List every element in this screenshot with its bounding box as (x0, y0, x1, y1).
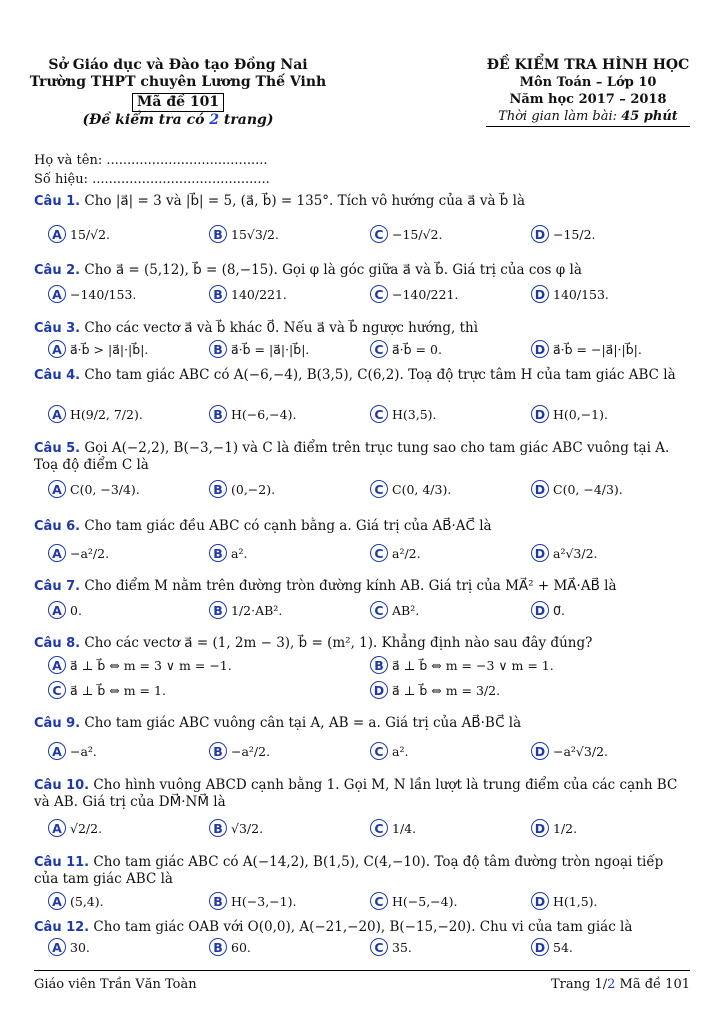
page-number: Trang 1/2 Mã đề 101 (551, 977, 690, 992)
option-letter-badge: B (209, 285, 227, 303)
question-5: Câu 5. Gọi A(−2,2), B(−3,−1) và C là điểm trên trục tung sao cho tam giác ABC vuông tại A. Toạ độ điểm C là (34, 440, 670, 473)
q11-option-b[interactable]: B H(−3,−1). (209, 892, 296, 910)
option-letter-badge: B (209, 742, 227, 760)
q3-option-d[interactable]: D a⃗·b⃗ = −|a⃗|·|b⃗|. (531, 340, 642, 358)
option-letter-badge: A (48, 480, 66, 498)
option-letter-badge: C (48, 681, 66, 699)
option-letter-badge: B (209, 544, 227, 562)
q5-option-c[interactable]: C C(0, 4/3). (370, 480, 451, 498)
option-letter-badge: C (370, 938, 388, 956)
question-3: Câu 3. Cho các vectơ a⃗ và b⃗ khác 0⃗. Nếu a⃗ và b⃗ ngược hướng, thì (34, 320, 479, 336)
q4-option-d[interactable]: D H(0,−1). (531, 405, 608, 423)
q8-option-b[interactable]: B a⃗ ⊥ b⃗ ⇔ m = −3 ∨ m = 1. (370, 656, 554, 674)
q11-option-a[interactable]: A (5,4). (48, 892, 104, 910)
q5-option-d[interactable]: D C(0, −4/3). (531, 480, 623, 498)
option-letter-badge: A (48, 601, 66, 619)
q2-option-a[interactable]: A −140/153. (48, 285, 136, 303)
question-2: Câu 2. Cho a⃗ = (5,12), b⃗ = (8,−15). Gọi φ là góc giữa a⃗ và b⃗. Giá trị của cos φ là (34, 262, 582, 278)
school-year: Năm học 2017 – 2018 (509, 92, 667, 107)
option-letter-badge: B (209, 892, 227, 910)
option-letter-badge: C (370, 225, 388, 243)
q10-option-a[interactable]: A √2/2. (48, 819, 102, 837)
option-letter-badge: A (48, 819, 66, 837)
q7-option-a[interactable]: A 0. (48, 601, 82, 619)
option-letter-badge: C (370, 819, 388, 837)
exam-title: ĐỀ KIỂM TRA HÌNH HỌC (486, 57, 690, 73)
q4-option-c[interactable]: C H(3,5). (370, 405, 437, 423)
option-letter-badge: C (370, 480, 388, 498)
q10-option-c[interactable]: C 1/4. (370, 819, 416, 837)
q5-option-b[interactable]: B (0,−2). (209, 480, 275, 498)
option-letter-badge: B (209, 938, 227, 956)
q2-option-d[interactable]: D 140/153. (531, 285, 609, 303)
q2-option-b[interactable]: B 140/221. (209, 285, 287, 303)
question-8: Câu 8. Cho các vectơ a⃗ = (1, 2m − 3), b⃗ = (m², 1). Khẳng định nào sau đây đúng? (34, 635, 593, 651)
q1-option-a[interactable]: A 15/√2. (48, 225, 110, 243)
q6-option-a[interactable]: A −a²/2. (48, 544, 109, 562)
question-9: Câu 9. Cho tam giác ABC vuông cân tại A, AB = a. Giá trị của AB⃗·BC⃗ là (34, 715, 522, 731)
option-letter-badge: C (370, 285, 388, 303)
option-letter-badge: D (370, 681, 388, 699)
q12-option-c[interactable]: C 35. (370, 938, 412, 956)
option-letter-badge: D (531, 544, 549, 562)
q7-option-d[interactable]: D 0⃗. (531, 601, 565, 619)
option-letter-badge: A (48, 656, 66, 674)
question-10: Câu 10. Cho hình vuông ABCD cạnh bằng 1. Gọi M, N lần lượt là trung điểm của các cạnh BC và AB. Giá trị của DM⃗·NM⃗ là (34, 777, 678, 810)
exam-code: Mã đề 101 (132, 93, 224, 112)
option-letter-badge: D (531, 285, 549, 303)
q7-option-c[interactable]: C AB². (370, 601, 419, 619)
question-7: Câu 7. Cho điểm M nằm trên đường tròn đường kính AB. Giá trị của MA⃗² + MA⃗·AB⃗ là (34, 578, 617, 594)
q1-option-d[interactable]: D −15/2. (531, 225, 596, 243)
question-6: Câu 6. Cho tam giác đều ABC có cạnh bằng a. Giá trị của AB⃗·AC⃗ là (34, 518, 492, 534)
option-letter-badge: C (370, 405, 388, 423)
option-letter-badge: C (370, 601, 388, 619)
option-letter-badge: A (48, 405, 66, 423)
q6-option-c[interactable]: C a²/2. (370, 544, 421, 562)
option-letter-badge: D (531, 742, 549, 760)
option-letter-badge: C (370, 742, 388, 760)
q6-option-d[interactable]: D a²√3/2. (531, 544, 598, 562)
q10-option-d[interactable]: D 1/2. (531, 819, 577, 837)
question-1: Câu 1. Cho |a⃗| = 3 và |b⃗| = 5, (a⃗, b⃗) = 135°. Tích vô hướng của a⃗ và b⃗ là (34, 193, 526, 209)
q3-option-b[interactable]: B a⃗·b⃗ = |a⃗|·|b⃗|. (209, 340, 309, 358)
q2-option-c[interactable]: C −140/221. (370, 285, 458, 303)
option-letter-badge: B (209, 480, 227, 498)
q12-option-b[interactable]: B 60. (209, 938, 251, 956)
option-letter-badge: C (370, 340, 388, 358)
option-letter-badge: D (531, 480, 549, 498)
option-letter-badge: D (531, 819, 549, 837)
option-letter-badge: D (531, 405, 549, 423)
q8-option-a[interactable]: A a⃗ ⊥ b⃗ ⇔ m = 3 ∨ m = −1. (48, 656, 232, 674)
page-count-note: (Đề kiểm tra có 2 trang) (82, 112, 274, 128)
q8-option-c[interactable]: C a⃗ ⊥ b⃗ ⇔ m = 1. (48, 681, 166, 699)
q5-option-a[interactable]: A C(0, −3/4). (48, 480, 140, 498)
header-right (486, 57, 690, 127)
option-letter-badge: D (531, 340, 549, 358)
q4-option-b[interactable]: B H(−6,−4). (209, 405, 296, 423)
option-letter-badge: C (370, 544, 388, 562)
option-letter-badge: A (48, 742, 66, 760)
option-letter-badge: A (48, 892, 66, 910)
q9-option-d[interactable]: D −a²√3/2. (531, 742, 608, 760)
option-letter-badge: B (370, 656, 388, 674)
q9-option-a[interactable]: A −a². (48, 742, 97, 760)
question-4: Câu 4. Cho tam giác ABC có A(−6,−4), B(3,5), C(6,2). Toạ độ trực tâm H của tam giác ABC là (34, 367, 676, 383)
q10-option-b[interactable]: B √3/2. (209, 819, 263, 837)
q11-option-c[interactable]: C H(−5,−4). (370, 892, 457, 910)
option-letter-badge: D (531, 892, 549, 910)
option-letter-badge: D (531, 601, 549, 619)
q12-option-d[interactable]: D 54. (531, 938, 573, 956)
q12-option-a[interactable]: A 30. (48, 938, 90, 956)
q11-option-d[interactable]: D H(1,5). (531, 892, 598, 910)
q4-option-a[interactable]: A H(9/2, 7/2). (48, 405, 143, 423)
option-letter-badge: D (531, 938, 549, 956)
option-letter-badge: A (48, 544, 66, 562)
teacher-name: Giáo viên Trần Văn Toàn (34, 977, 197, 992)
q1-option-b[interactable]: B 15√3/2. (209, 225, 279, 243)
school-name: Trường THPT chuyên Lương Thế Vinh (29, 74, 327, 90)
q9-option-b[interactable]: B −a²/2. (209, 742, 270, 760)
subject: Môn Toán – Lớp 10 (519, 75, 657, 90)
option-letter-badge: B (209, 405, 227, 423)
option-letter-badge: A (48, 938, 66, 956)
option-letter-badge: B (209, 819, 227, 837)
option-letter-badge: A (48, 225, 66, 243)
q3-option-a[interactable]: A a⃗·b⃗ > |a⃗|·|b⃗|. (48, 340, 148, 358)
time-limit: Thời gian làm bài: 45 phút (486, 108, 690, 127)
option-letter-badge: D (531, 225, 549, 243)
option-letter-badge: A (48, 340, 66, 358)
id-field: Số hiệu: ........................................... (34, 172, 270, 187)
option-letter-badge: B (209, 601, 227, 619)
option-letter-badge: B (209, 225, 227, 243)
q7-option-b[interactable]: B 1/2·AB². (209, 601, 282, 619)
name-field: Họ và tên: ....................................... (34, 153, 268, 168)
q6-option-b[interactable]: B a². (209, 544, 247, 562)
q1-option-c[interactable]: C −15/√2. (370, 225, 442, 243)
department: Sở Giáo dục và Đào tạo Đồng Nai (48, 57, 308, 73)
q9-option-c[interactable]: C a². (370, 742, 408, 760)
option-letter-badge: A (48, 285, 66, 303)
footer-divider (34, 970, 690, 971)
question-11: Câu 11. Cho tam giác ABC có A(−14,2), B(1,5), C(4,−10). Toạ độ tâm đường tròn ngoại tiếp của tam giác ABC là (34, 854, 664, 887)
q8-option-d[interactable]: D a⃗ ⊥ b⃗ ⇔ m = 3/2. (370, 681, 500, 699)
header-left (20, 57, 336, 129)
q3-option-c[interactable]: C a⃗·b⃗ = 0. (370, 340, 442, 358)
question-12: Câu 12. Cho tam giác OAB với O(0,0), A(−21,−20), B(−15,−20). Chu vi của tam giác là (34, 919, 633, 935)
option-letter-badge: B (209, 340, 227, 358)
option-letter-badge: C (370, 892, 388, 910)
